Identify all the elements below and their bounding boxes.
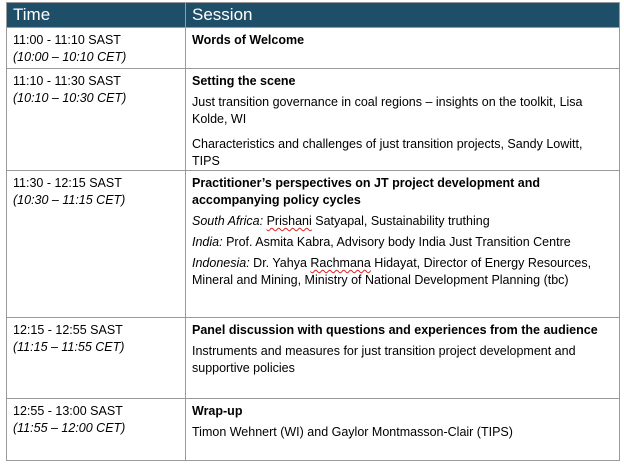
time-cell <box>7 171 186 318</box>
session-title: Setting the scene <box>192 74 296 88</box>
agenda-table <box>6 2 620 461</box>
cet-time: (10:10 – 10:30 CET) <box>13 91 127 105</box>
speaker-country: India: <box>192 235 223 249</box>
sast-time: 12:15 - 12:55 SAST <box>13 323 123 337</box>
session-detail: Characteristics and challenges of just transition projects, Sandy Lowitt, TIPS <box>192 137 583 168</box>
sast-time: 12:55 - 13:00 SAST <box>13 404 123 418</box>
table-row <box>7 171 620 318</box>
speaker-country: South Africa: <box>192 214 264 228</box>
cet-time: (10:00 – 10:10 CET) <box>13 50 127 64</box>
table-row <box>7 399 620 461</box>
session-cell <box>186 318 620 399</box>
session-cell <box>186 171 620 318</box>
speaker-line: Indonesia: Dr. Yahya Rachmana Hidayat, Director of Energy Resources, Mineral and Mining, Ministry of National Development Planning (tbc) <box>192 256 592 287</box>
time-cell <box>7 28 186 69</box>
sast-time: 11:00 - 11:10 SAST <box>13 33 121 47</box>
time-cell <box>7 69 186 171</box>
header-time: Time <box>7 3 186 28</box>
spellcheck-word: Rachmana <box>310 256 371 270</box>
session-title: Practitioner’s perspectives on JT project development and accompanying policy cycles <box>192 176 541 207</box>
session-detail: Timon Wehnert (WI) and Gaylor Montmasson-Clair (TIPS) <box>192 425 513 439</box>
session-cell <box>186 28 620 69</box>
cet-time: (11:55 – 12:00 CET) <box>13 421 126 435</box>
session-detail: Just transition governance in coal regions – insights on the toolkit, Lisa Kolde, WI <box>192 95 583 126</box>
time-cell <box>7 399 186 461</box>
session-title: Panel discussion with questions and experiences from the audience <box>192 323 598 337</box>
session-title: Words of Welcome <box>192 33 305 47</box>
session-detail: Instruments and measures for just transition project development and supportive policies <box>192 344 576 375</box>
session-cell <box>186 69 620 171</box>
session-title: Wrap-up <box>192 404 243 418</box>
header-row <box>7 3 620 28</box>
speaker-line: South Africa: Prishani Satyapal, Sustainability truthing <box>192 214 490 228</box>
cet-time: (10:30 – 11:15 CET) <box>13 193 126 207</box>
speaker-country: Indonesia: <box>192 256 250 270</box>
header-session: Session <box>186 3 620 28</box>
table-row <box>7 69 620 171</box>
table-row <box>7 28 620 69</box>
speaker-line: India: Prof. Asmita Kabra, Advisory body India Just Transition Centre <box>192 235 571 249</box>
sast-time: 11:30 - 12:15 SAST <box>13 176 122 190</box>
session-cell <box>186 399 620 461</box>
table-row <box>7 318 620 399</box>
cet-time: (11:15 – 11:55 CET) <box>13 340 125 354</box>
sast-time: 11:10 - 11:30 SAST <box>13 74 121 88</box>
time-cell <box>7 318 186 399</box>
spellcheck-word: Prishani <box>266 214 312 228</box>
